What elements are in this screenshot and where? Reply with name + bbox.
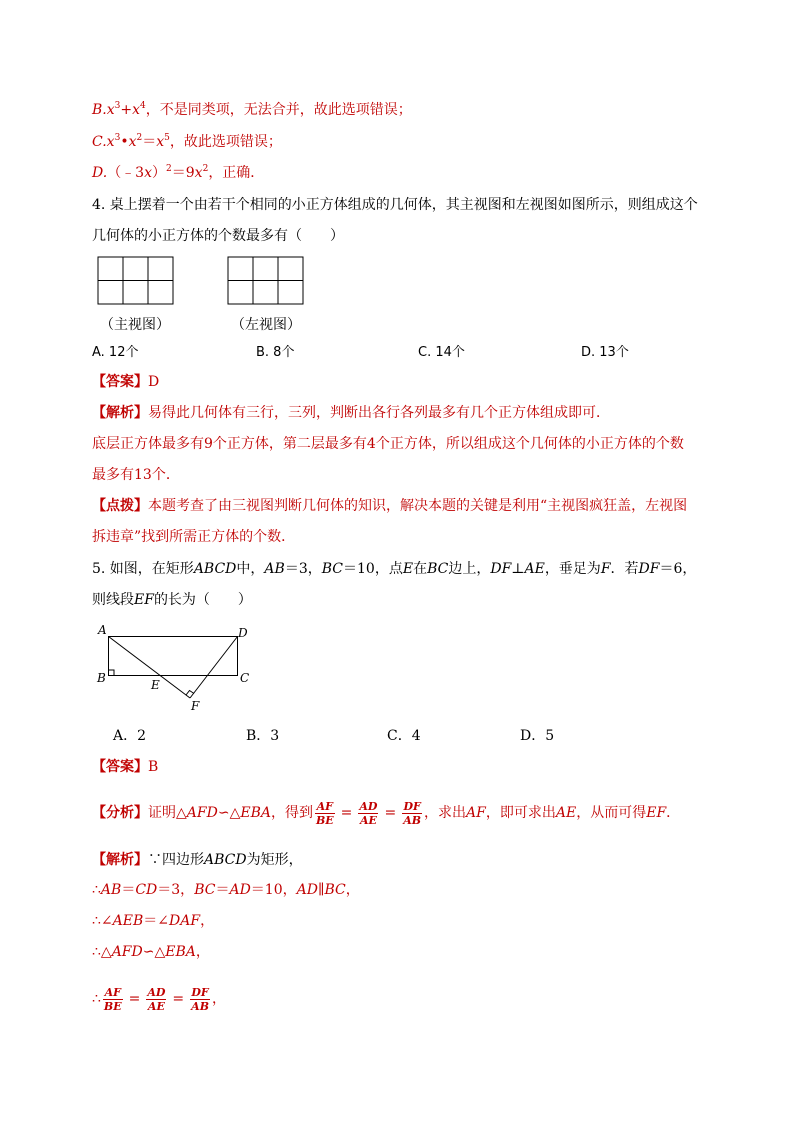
label-a: A <box>98 623 107 637</box>
front-view-caption: （主视图） <box>100 317 170 333</box>
rectangle-geometry-figure <box>92 620 262 715</box>
q5-jiexi-line3: ∴∠AEB＝∠DAF， <box>92 913 215 929</box>
q5-fenxi: 【分析】证明△AFD∽△EBA，得到 $\frac{AF}{BE}$ = $\frac{AD}{AE}$ = $\frac{DF}{AB}$ ，求出AF，即可求出AE，从而可得EF． <box>92 799 681 827</box>
front-view-figure <box>97 256 175 306</box>
q4-stem-line1: 4. 桌上摆着一个由若干个相同的小正方体组成的几何体，其主视图和左视图如图所示，则组成这个 <box>92 197 698 213</box>
label-e: E <box>151 678 160 692</box>
option-d-explanation: $D.(﹣3x)^2=9x^2$，正确． <box>92 164 265 181</box>
q5-answer: 【答案】B <box>92 759 159 775</box>
segment-af <box>109 637 191 699</box>
q4-tip-line2: 拆违章”找到所需正方体的个数． <box>92 529 296 545</box>
q5-jiexi-line2: ∴AB＝CD＝3，BC＝AD＝10，AD∥BC， <box>92 882 360 898</box>
q5-stem-line2: 则线段EF的长为（ ） <box>92 592 252 608</box>
option-b-explanation: $B.x^3+x^4$，不是同类项，无法合并，故此选项错误； <box>92 101 412 118</box>
q4-analysis-line2: 底层正方体最多有9个正方体，第二层最多有4个正方体，所以组成这个几何体的小正方体的个数 <box>92 436 684 452</box>
q4-analysis-line3: 最多有13个． <box>92 467 180 483</box>
q4-option-c: C. 14个 <box>418 345 465 360</box>
fraction-df-ab: $\frac{DF}{AB}$ <box>403 799 422 827</box>
q5-option-d: D．5 <box>520 728 555 744</box>
q4-option-d: D. 13个 <box>581 345 629 360</box>
left-view-caption: （左视图） <box>231 317 301 333</box>
q4-option-a: A. 12个 <box>92 345 139 360</box>
q5-jiexi-line4: ∴△AFD∽△EBA， <box>92 944 210 960</box>
fraction-af-be: $\frac{AF}{BE}$ <box>315 799 334 827</box>
fraction-df-ab-2: $\frac{DF}{AB}$ <box>191 985 209 1013</box>
right-angle-b <box>109 670 114 675</box>
q4-stem-line2: 几何体的小正方体的个数最多有（ ） <box>92 228 344 244</box>
fraction-ad-ae: $\frac{AD}{AE}$ <box>359 799 378 827</box>
tip-tag: 【点拨】 <box>92 498 148 514</box>
segment-df <box>190 637 238 699</box>
label-d: D <box>238 626 248 640</box>
q5-stem-line1: 5. 如图，在矩形ABCD中，AB＝3，BC＝10，点E在BC边上，DF⊥AE，垂足为F．若DF＝6， <box>92 561 697 577</box>
q5-option-b: B．3 <box>246 728 280 744</box>
q4-option-b: B. 8个 <box>256 345 295 360</box>
q4-answer: 【答案】D <box>92 374 160 390</box>
q4-tip-line1: 【点拨】本题考查了由三视图判断几何体的知识，解决本题的关键是利用“主视图疯狂盖，左视图 <box>92 498 688 514</box>
fraction-af-be-2: $\frac{AF}{BE}$ <box>103 985 122 1013</box>
q5-jiexi-line5: ∴ $\frac{AF}{BE}$ = $\frac{AD}{AE}$ = $\frac{DF}{AB}$ ， <box>92 985 226 1013</box>
q5-option-a: A．2 <box>113 728 147 744</box>
fraction-ad-ae-2: $\frac{AD}{AE}$ <box>147 985 166 1013</box>
left-view-figure <box>227 256 305 306</box>
analysis-tag: 【解析】 <box>92 405 148 421</box>
rectangle-abcd <box>109 637 238 676</box>
answer-tag: 【答案】 <box>92 374 148 390</box>
label-f: F <box>191 699 200 713</box>
label-b: B <box>97 671 106 685</box>
q5-option-c: C．4 <box>387 728 421 744</box>
option-c-explanation: $C.x^3•x^2=x^5$，故此选项错误； <box>92 133 282 150</box>
q4-analysis-line1: 【解析】易得此几何体有三行，三列，判断出各行各列最多有几个正方体组成即可． <box>92 405 610 421</box>
label-c: C <box>240 671 250 685</box>
q5-jiexi-line1: 【解析】∵四边形ABCD为矩形， <box>92 852 303 868</box>
